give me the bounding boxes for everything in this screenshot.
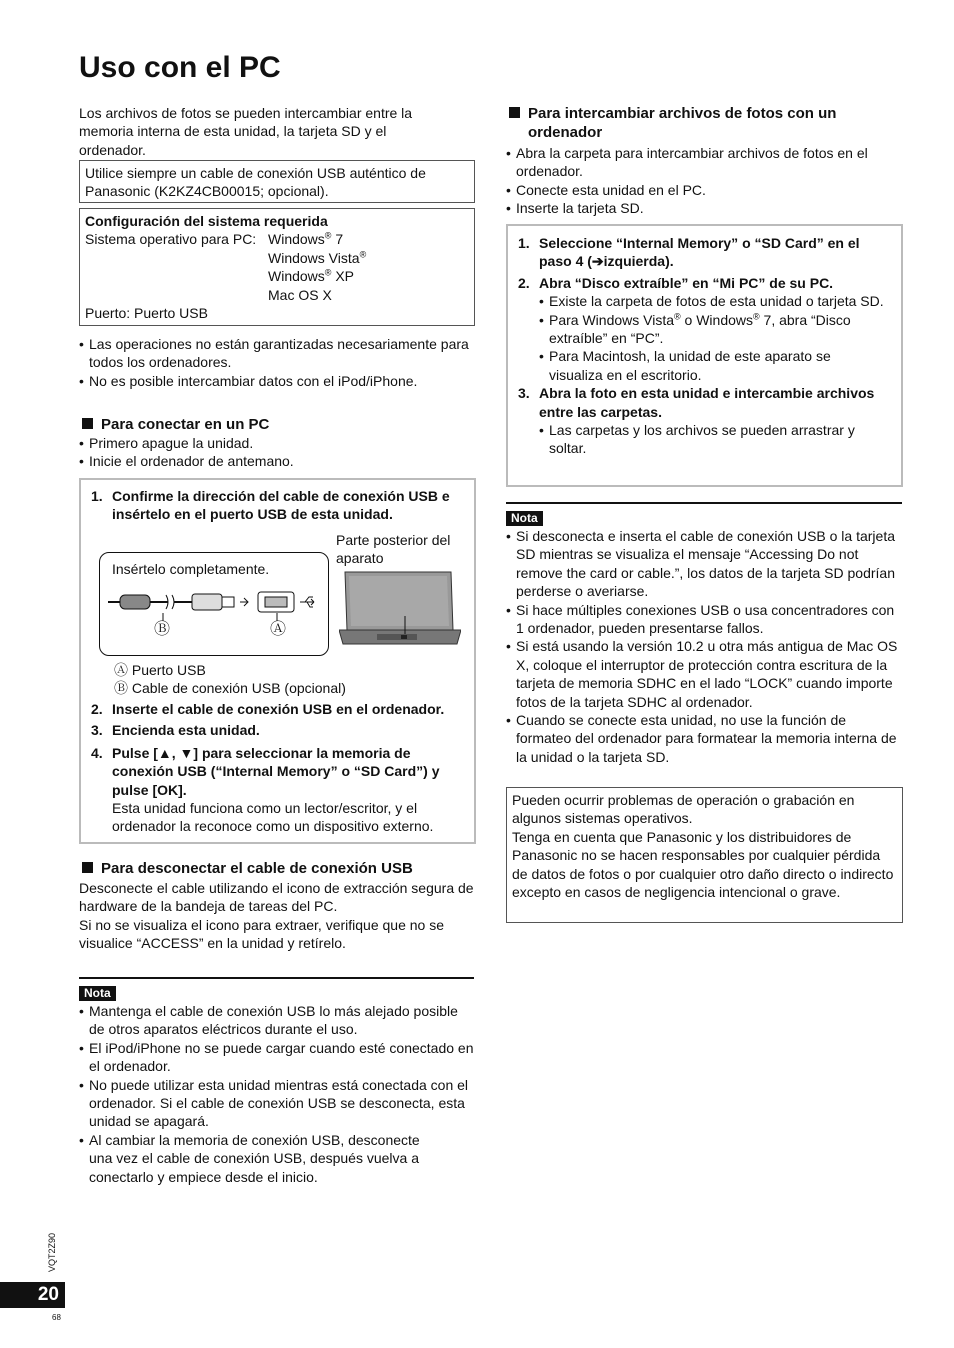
connect-bullets	[79, 434, 469, 471]
divider	[79, 977, 474, 979]
step-3: 3. Encienda esta unidad.	[91, 722, 260, 739]
list-item: • Al cambiar la memoria de conexión USB, desconecte una vez el cable de conexión USB, después vuelva a conectarlo y empiece desde el inicio.	[79, 1131, 476, 1186]
intro-text: Los archivos de fotos se pueden intercambiar entre la memoria interna de esta unidad, la tarjeta SD y el ordenador.	[79, 105, 413, 158]
divider	[506, 502, 902, 504]
step-4-description: Esta unidad funciona como un lector/escritor, y el ordenador la reconoce como un dispositivo externo.	[112, 800, 434, 835]
list-item: • No puede utilizar esta unidad mientras está conectada con el ordenador. Si el cable de conexión USB se desconecta, esta unidad se apagará.	[79, 1076, 476, 1131]
disclaimer-text: Pueden ocurrir problemas de operación o grabación en algunos sistemas operativos.	[512, 792, 855, 827]
os-windows-xp: Windows® XP	[268, 267, 355, 285]
connect-heading: Para conectar en un PC	[79, 415, 475, 434]
connect-steps-box	[79, 478, 476, 844]
list-item: • Primero apague la unidad.	[79, 434, 469, 452]
compatibility-bullets	[79, 335, 469, 390]
system-requirements-box	[79, 208, 475, 326]
right-notes	[506, 527, 902, 766]
legend-a: Ⓐ Puerto USB	[114, 662, 206, 678]
list-item: • No es posible intercambiar datos con el iPod/iPhone.	[79, 372, 469, 390]
list-item: • Existe la carpeta de fotos de esta unidad o tarjeta SD.	[539, 292, 888, 310]
step-4: 4. Pulse [▲, ▼] para seleccionar la memoria de conexión USB (“Internal Memory” o “SD Card”) y pulse [OK]. Esta unidad funciona como un lector/escritor, y el ordenador la reconoce como un dispositivo externo.	[91, 744, 466, 836]
step-2: 2. Inserte el cable de conexión USB en el ordenador.	[91, 701, 445, 717]
os-windows-7: Windows® 7	[268, 230, 344, 248]
nota-badge: Nota	[506, 511, 543, 526]
exchange-steps-box	[506, 224, 903, 487]
device-rear-illustration	[339, 568, 461, 650]
left-notes	[79, 1002, 476, 1186]
model-code: VQT2Z90	[47, 1232, 57, 1272]
config-heading: Configuración del sistema requerida	[85, 213, 328, 229]
square-bullet-icon	[82, 418, 93, 429]
legend-b: Ⓑ Cable de conexión USB (opcional)	[114, 680, 346, 697]
cable-notice-box	[79, 160, 475, 203]
list-item: • Mantenga el cable de conexión USB lo más alejado posible de otros aparatos eléctricos durante el uso.	[79, 1002, 476, 1039]
os-mac: Mac OS X	[268, 286, 332, 303]
page-number: 20	[0, 1282, 65, 1308]
disconnect-text: Desconecte el cable utilizando el icono de extracción segura de hardware de la bandeja de tareas del PC.	[79, 880, 474, 915]
marker-a: Ⓐ	[270, 621, 287, 638]
step-2: 2. Abra “Disco extraíble” en “Mi PC” de su PC. • Existe la carpeta de fotos de esta unidad o tarjeta SD. • Para Windows Vista® o Windows® 7, abra “Disco extraíble” en “PC”. • Para Macintosh, la unidad de este aparato se visualiza en el escritorio.	[518, 274, 888, 384]
page-title: Uso con el PC	[79, 51, 281, 84]
step-1: 1. Seleccione “Internal Memory” o “SD Card” en el paso 4 (➔izquierda).	[518, 235, 860, 270]
port-text: Puerto: Puerto USB	[85, 305, 208, 322]
os-label: Sistema operativo para PC:	[85, 231, 257, 248]
disclaimer-box	[506, 787, 903, 923]
sub-page-number: 68	[52, 1313, 61, 1322]
step-3: 3. Abra la foto en esta unidad e intercambie archivos entre las carpetas. • Las carpetas y los archivos se pueden arrastrar y soltar.	[518, 384, 888, 458]
list-item: • Cuando se conecte esta unidad, no use la función de formateo del ordenador para formatear la memoria interna de la unidad o la tarjeta SD.	[506, 711, 902, 766]
list-item: • Para Windows Vista® o Windows® 7, abra “Disco extraíble” en “PC”.	[539, 311, 888, 348]
list-item: • Inicie el ordenador de antemano.	[79, 452, 469, 470]
exchange-bullets	[506, 144, 902, 218]
disclaimer-text-2: Tenga en cuenta que Panasonic y los distribuidores de Panasonic no se hacen responsables por cualquier pérdida de datos de fotos o por cualquier otro daño directo o indirecto excepto en casos de negligencia intencional o grave.	[512, 828, 894, 901]
square-bullet-icon	[82, 862, 93, 873]
list-item: • Las operaciones no están garantizadas necesariamente para todos los ordenadores.	[79, 335, 469, 372]
rear-label: Parte posterior del aparato	[336, 532, 451, 567]
list-item: • Las carpetas y los archivos se pueden arrastrar y soltar.	[539, 421, 888, 458]
list-item: • Inserte la tarjeta SD.	[506, 199, 902, 217]
disconnect-heading: Para desconectar el cable de conexión USB	[79, 859, 475, 878]
list-item: • El iPod/iPhone no se puede cargar cuando esté conectado en el ordenador.	[79, 1039, 476, 1076]
exchange-heading: Para intercambiar archivos de fotos con un ordenador	[506, 104, 902, 142]
step-1: 1. Confirme la dirección del cable de conexión USB e insértelo en el puerto USB de esta unidad.	[91, 488, 450, 523]
cable-figure	[99, 552, 329, 656]
list-item: • Abra la carpeta para intercambiar archivos de fotos en el ordenador.	[506, 144, 902, 181]
list-item: • Si hace múltiples conexiones USB o usa concentradores con 1 ordenador, pueden presentarse fallos.	[506, 601, 902, 638]
list-item: • Si desconecta e inserta el cable de conexión USB o la tarjeta SD mientras se visualiza el mensaje “Accessing Do not remove the card or cable.”, los datos de la tarjeta SD podrían perderse o averiarse.	[506, 527, 902, 601]
nota-badge: Nota	[79, 986, 116, 1001]
square-bullet-icon	[509, 107, 520, 118]
insert-label: Insértelo completamente.	[112, 561, 270, 577]
os-windows-vista: Windows Vista®	[268, 249, 367, 266]
list-item: • Para Macintosh, la unidad de este aparato se visualiza en el escritorio.	[539, 347, 888, 384]
marker-b: Ⓑ	[154, 621, 171, 638]
list-item: • Si está usando la versión 10.2 u otra más antigua de Mac OS X, coloque el interruptor de protección contra escritura de la tarjeta de memoria SDHC en el lado “LOCK” cuando importe fotos de la tarjeta SDHC al ordenador.	[506, 637, 902, 711]
cable-notice-text: Utilice siempre un cable de conexión USB auténtico de Panasonic (K2KZ4CB00015; opcional).	[85, 165, 426, 200]
disconnect-text-2: Si no se visualiza el icono para extraer, verifique que no se visualice “ACCESS” en la unidad y retírelo.	[79, 916, 444, 952]
list-item: • Conecte esta unidad en el PC.	[506, 181, 902, 199]
